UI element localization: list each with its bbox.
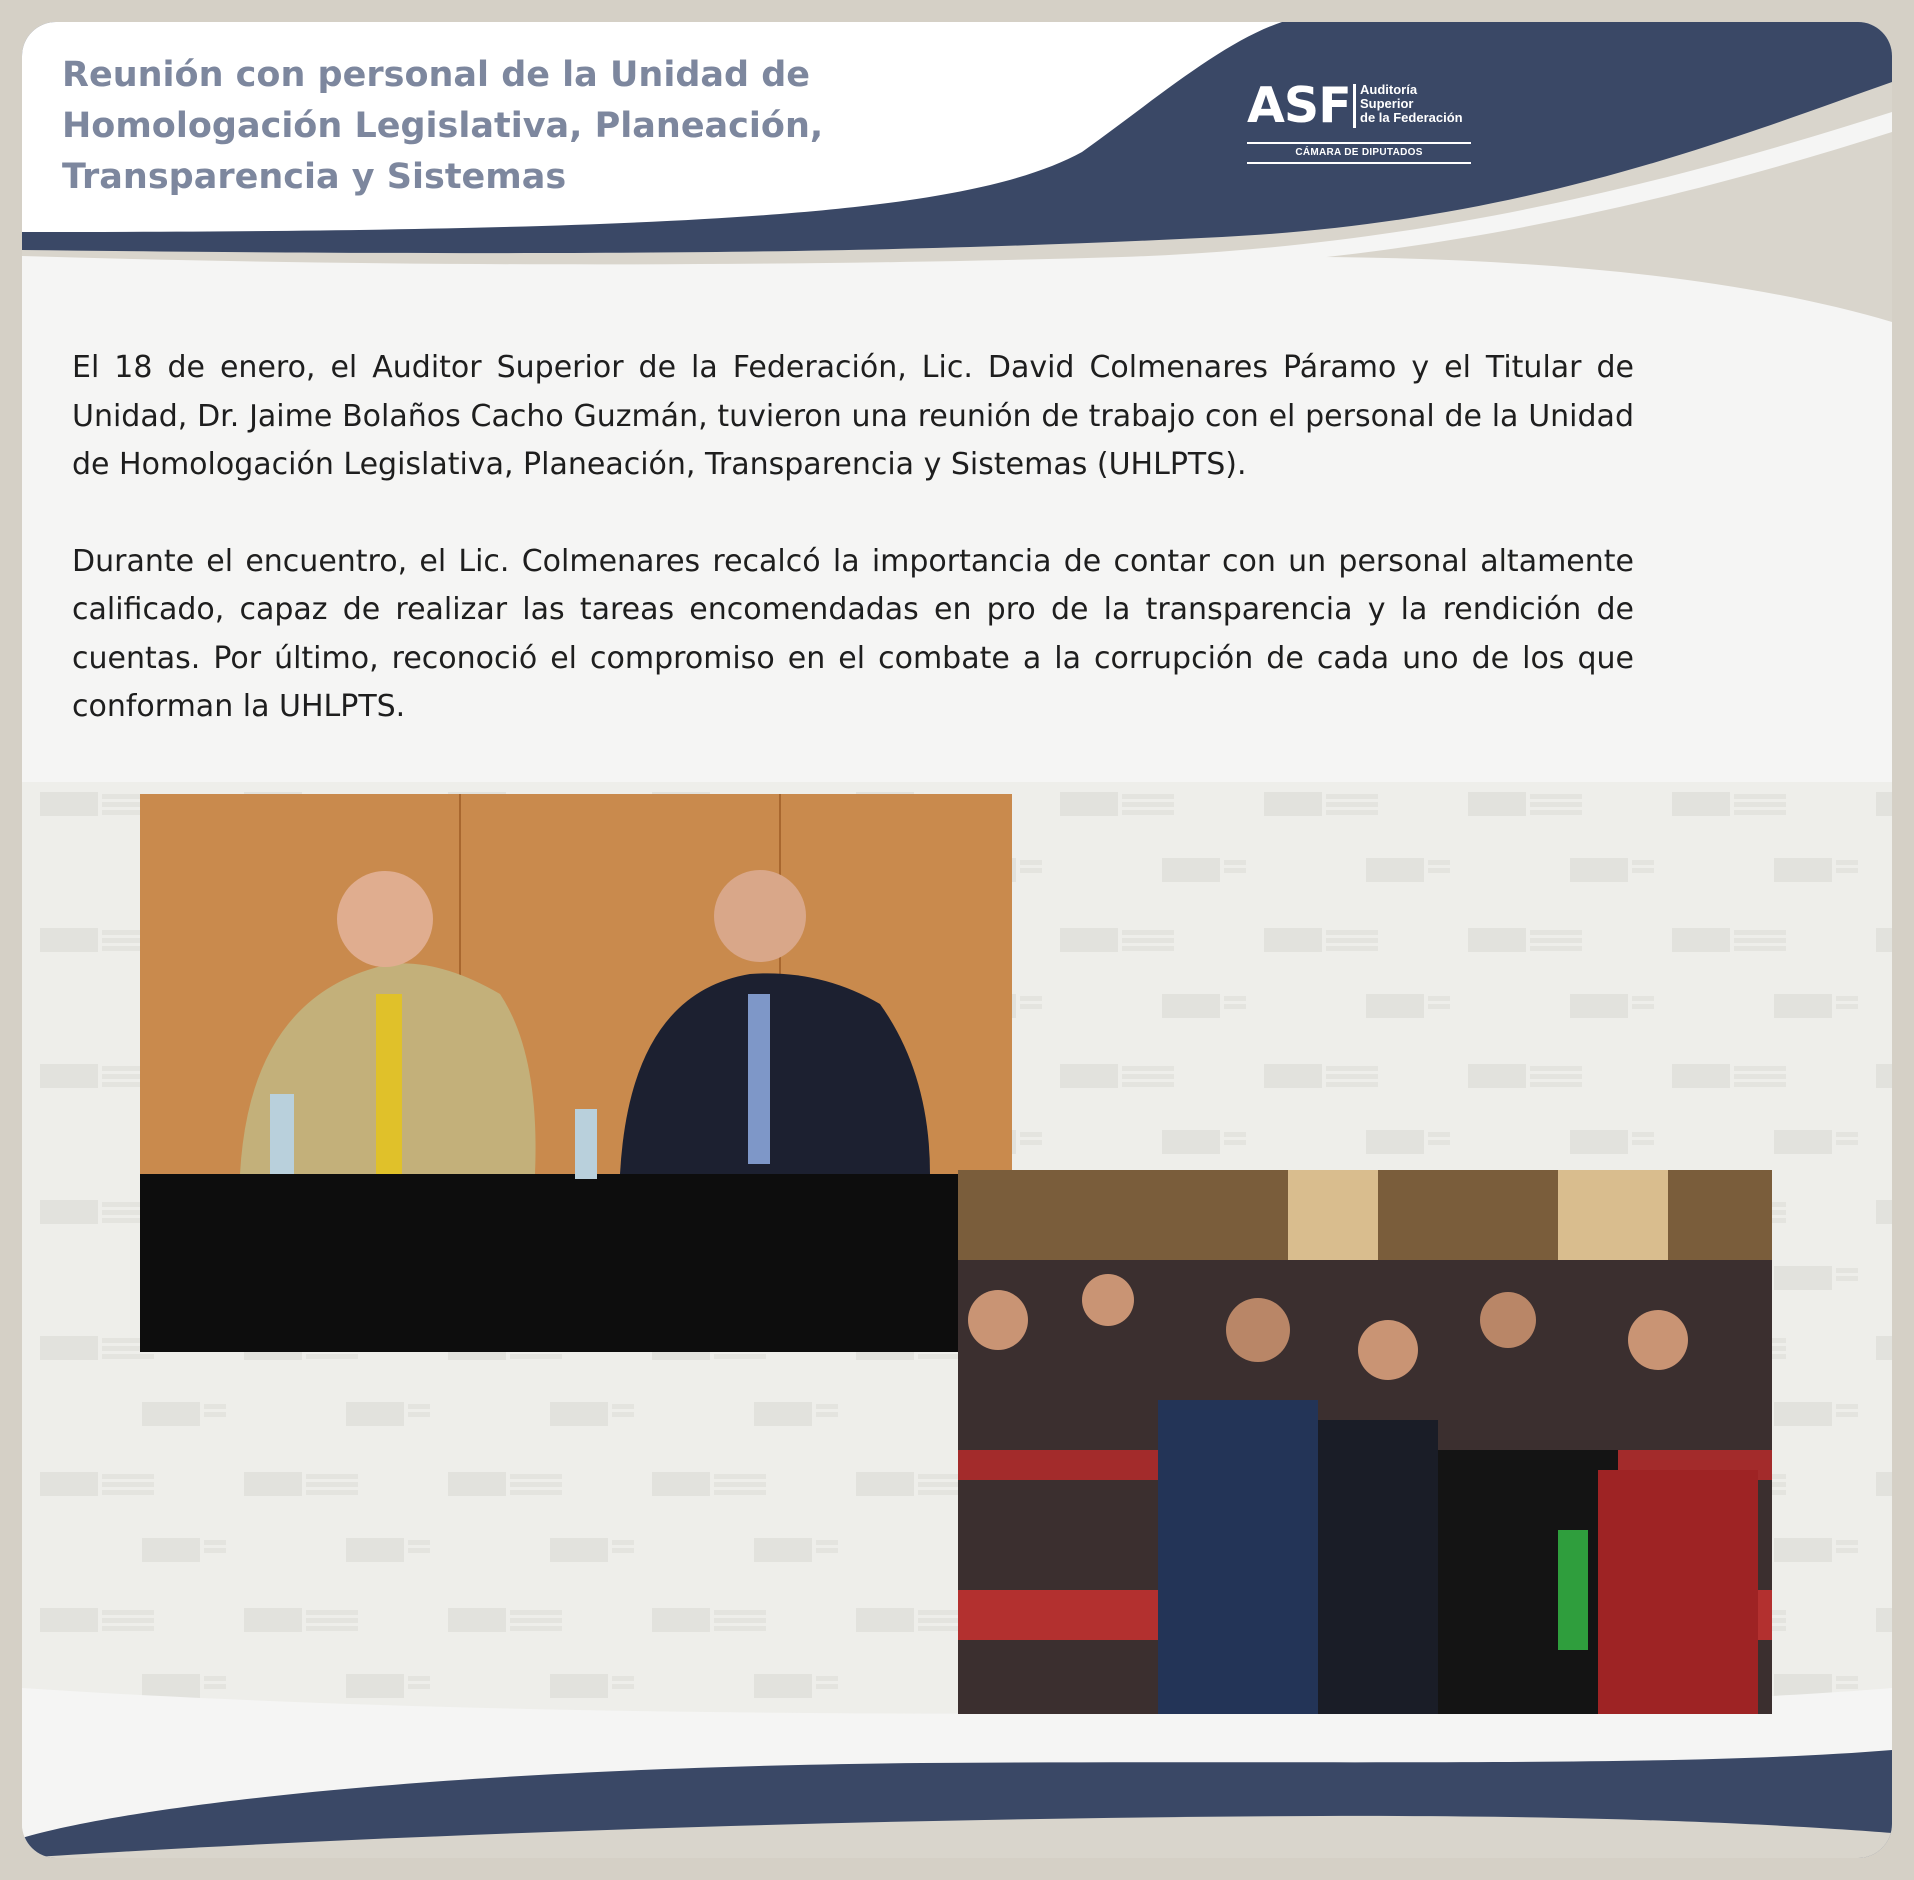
logo-name-line-3: de la Federación (1360, 110, 1463, 125)
logo-name-line-1: Auditoría (1360, 82, 1418, 97)
page-frame (22, 22, 1892, 1858)
logo-mark: ASF (1247, 77, 1351, 134)
page-title (62, 50, 882, 203)
logo-divider (1353, 84, 1356, 128)
photo-audience (958, 1170, 1772, 1714)
article-body (72, 344, 1634, 780)
title-line-2: Homologación Legislativa, Planeación, (62, 106, 824, 146)
logo-subtitle: CÁMARA DE DIPUTADOS (1295, 147, 1423, 158)
logo-name (1360, 83, 1480, 125)
logo-rule-bottom (1247, 162, 1471, 164)
title-line-1: Reunión con personal de la Unidad de (62, 55, 811, 95)
article-paragraph-2: Durante el encuentro, el Lic. Colmenares recalcó la importancia de contar con un personal altamente calificado, capaz de realizar las tareas encomendadas en pro de la transparencia y la rendición de cuentas. Por último, reconoció el compromiso en el combate a la corrupción de cada uno de los que conforman la UHLPTS. (72, 543, 1634, 724)
asf-logo (1247, 78, 1477, 174)
logo-name-line-2: Superior (1360, 96, 1414, 111)
logo-rule-top (1247, 142, 1471, 144)
article-paragraph-1: El 18 de enero, el Auditor Superior de la Federación, Lic. David Colmenares Páramo y el Titular de Unidad, Dr. Jaime Bolaños Cacho Guzmán, tuvieron una reunión de trabajo con el personal de la Unidad de Homologación Legislativa, Planeación, Transparencia y Sistemas (UHLPTS). (72, 350, 1634, 482)
title-line-3: Transparencia y Sistemas (62, 157, 567, 197)
photo-presidium (140, 794, 1012, 1352)
